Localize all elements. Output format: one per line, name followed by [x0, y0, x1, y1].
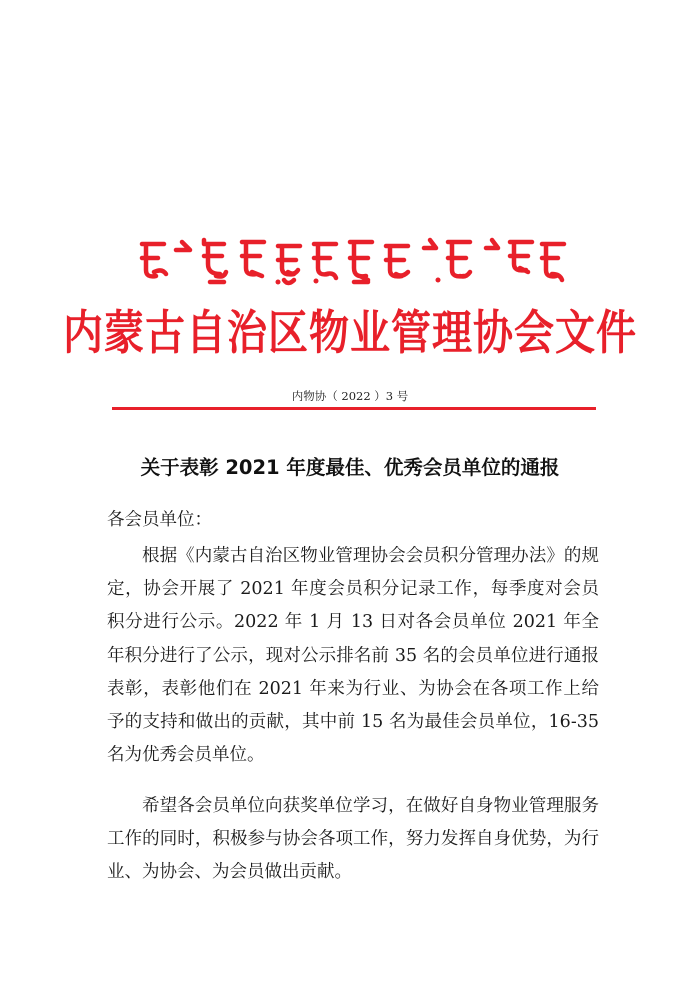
- body-paragraph-2: 希望各会员单位向获奖单位学习，在做好自身物业管理服务工作的同时，积极参与协会各项工作，努力发挥自身优势，为行业、为协会、为会员做出贡献。: [107, 796, 599, 883]
- red-divider-line: [112, 407, 596, 410]
- document-number: 内物协（ 2022 ）3 号: [291, 389, 409, 403]
- salutation: 各会员单位：: [107, 510, 212, 530]
- mongolian-script-logotype: [138, 232, 568, 287]
- body-paragraph-1: 根据《内蒙古自治区物业管理协会会员积分管理办法》的规定，协会开展了 2021 年度会员积分记录工作，每季度对会员积分进行公示。2022 年 1 月 13 日对各会员单位 2021 年全年积分进行了公示，现对公示排名前 35 名的会员单位进行通报表彰，表彰他们在 2021 年来为行业、为协会在各项工作上给予的支持和做出的贡献，其中前 15 名为最佳会员单位，16-35 名为优秀会员单位。: [107, 546, 599, 766]
- org-title: 内蒙古自治区物业管理协会文件: [63, 306, 637, 361]
- notice-title: 关于表彰 2021 年度最佳、优秀会员单位的通报: [140, 456, 560, 479]
